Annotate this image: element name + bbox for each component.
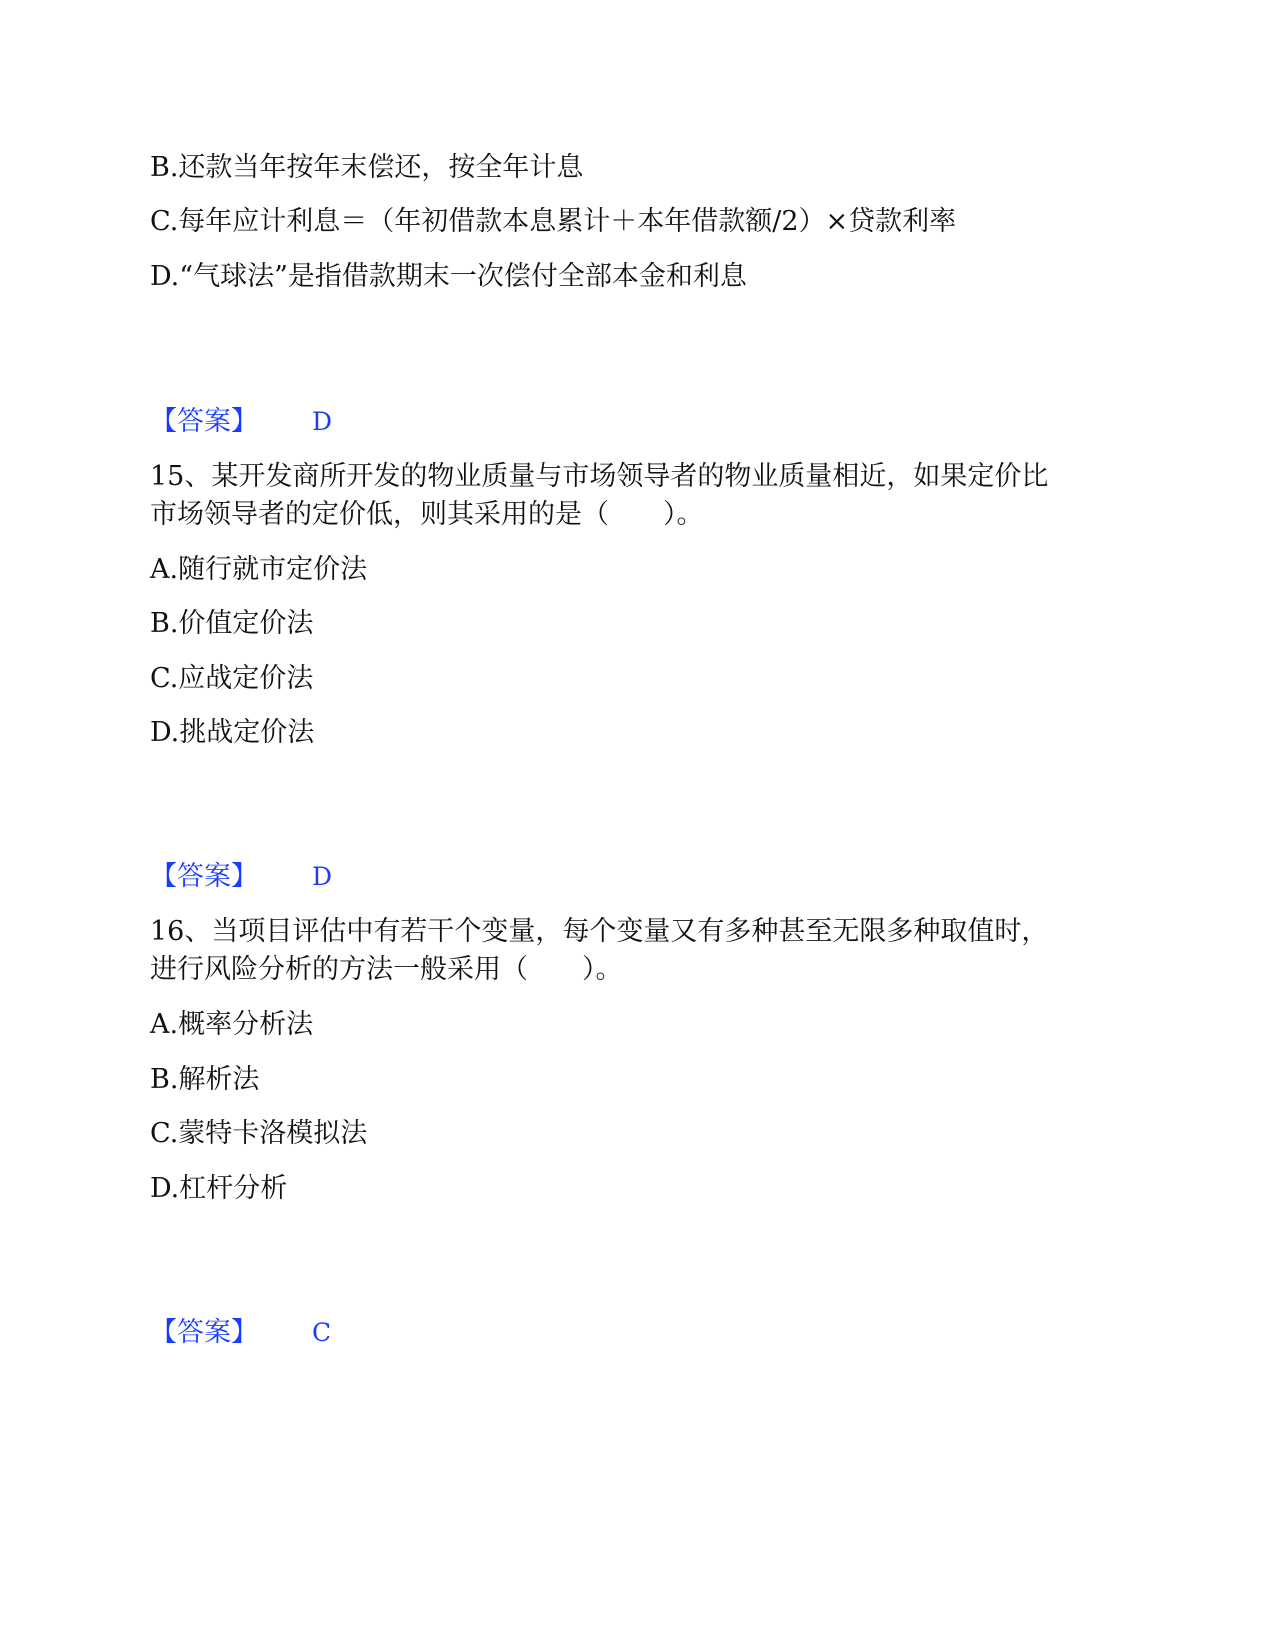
answer-label: 【答案】	[150, 1317, 258, 1348]
answer-value: D	[312, 407, 333, 436]
q15-option-a: A.随行就市定价法	[150, 554, 368, 585]
prev-option-d: D.“气球法”是指借款期末一次偿付全部本金和利息	[150, 261, 747, 292]
answer-label: 【答案】	[150, 861, 258, 892]
q15-stem-line1: 15、某开发商所开发的物业质量与市场领导者的物业质量相近，如果定价比	[150, 461, 1049, 492]
q15-option-c: C.应战定价法	[150, 663, 314, 694]
answer-value: D	[312, 862, 333, 891]
q16-option-a: A.概率分析法	[150, 1009, 314, 1040]
q15-stem-line2: 市场领导者的定价低，则其采用的是（ ）。	[150, 499, 704, 530]
answer-value: C	[312, 1318, 332, 1347]
q16-option-c: C.蒙特卡洛模拟法	[150, 1118, 368, 1149]
q16-option-d: D.杠杆分析	[150, 1173, 288, 1204]
answer-label: 【答案】	[150, 406, 258, 437]
q16-answer	[150, 1315, 331, 1351]
q15-option-b: B.价值定价法	[150, 608, 314, 639]
q16-option-b: B.解析法	[150, 1064, 260, 1095]
q16-stem-line2: 进行风险分析的方法一般采用（ ）。	[150, 954, 623, 985]
prev-option-c: C.每年应计利息＝（年初借款本息累计＋本年借款额/2）×贷款利率	[150, 206, 957, 237]
q15-answer	[150, 859, 332, 895]
prev-option-b: B.还款当年按年末偿还，按全年计息	[150, 152, 584, 183]
q16-stem-line1: 16、当项目评估中有若干个变量，每个变量又有多种甚至无限多种取值时，	[150, 916, 1049, 947]
q15-option-d: D.挑战定价法	[150, 717, 315, 748]
prev-answer	[150, 404, 332, 440]
